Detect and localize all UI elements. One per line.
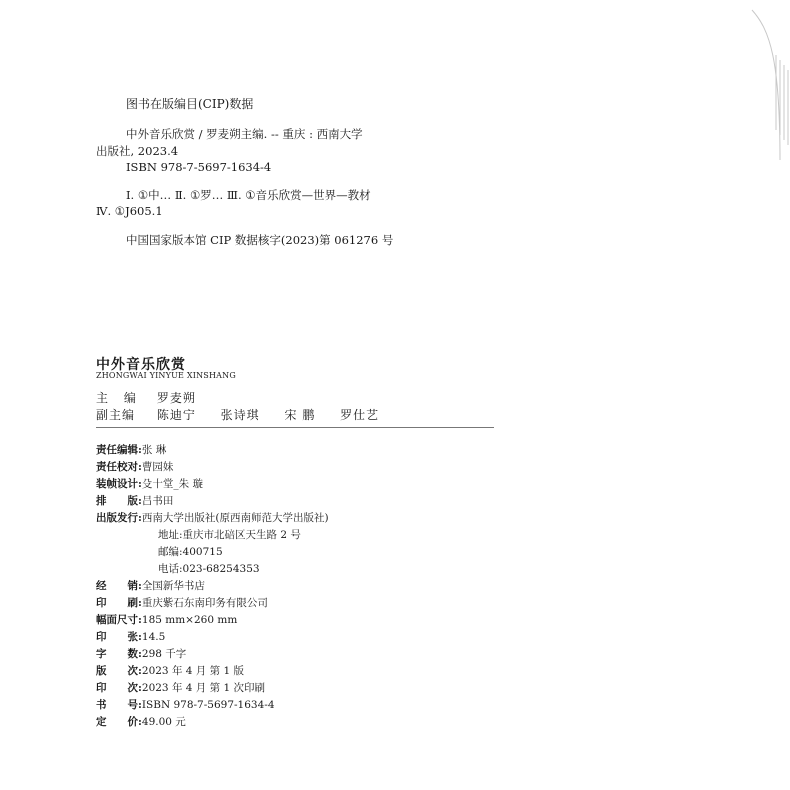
info-label: 版 次: (96, 665, 142, 677)
info-value: 185 mm×260 mm (141, 614, 238, 626)
info-label: 印 次: (96, 682, 142, 694)
deputy-editor-line (96, 406, 399, 423)
chief-editor-label: 主 编 (96, 391, 142, 405)
info-row (96, 595, 268, 610)
info-value: 298 千字 (141, 648, 187, 660)
info-value: 张 琳 (141, 444, 167, 456)
cip-line-4: Ⅰ. ①中… Ⅱ. ①罗… Ⅲ. ①音乐欣赏—世界—教材 (126, 188, 371, 202)
info-row (96, 510, 329, 525)
publisher-phone: 电话:023-68254353 (158, 563, 260, 575)
publisher-postcode: 邮编:400715 (158, 546, 223, 558)
info-value: 吕书田 (141, 495, 174, 507)
info-label: 责任校对: (96, 461, 142, 473)
info-label: 印 刷: (96, 597, 142, 609)
info-value: 殳十堂_朱 璇 (141, 478, 203, 490)
info-label: 字 数: (96, 648, 142, 660)
info-row (96, 459, 173, 474)
deputy-editor-name: 张诗琪 (220, 408, 260, 422)
info-row (96, 663, 244, 678)
info-value: ISBN 978-7-5697-1634-4 (141, 699, 275, 711)
info-value: 2023 年 4 月 第 1 次印刷 (141, 682, 265, 694)
info-value: 重庆紫石东南印务有限公司 (141, 597, 268, 609)
deputy-editor-name: 宋 鹏 (284, 408, 316, 422)
info-value: 49.00 元 (141, 716, 186, 728)
info-value: 西南大学出版社(原西南师范大学出版社) (141, 512, 329, 524)
info-row (96, 476, 203, 491)
deputy-editor-label: 副主编 (96, 408, 136, 422)
decorative-corner-lines (750, 0, 790, 160)
info-value: 曹园妹 (141, 461, 174, 473)
info-label: 幅面尺寸: (96, 614, 142, 626)
cip-line-6: 中国国家版本馆 CIP 数据核字(2023)第 061276 号 (126, 233, 394, 247)
info-label: 定 价: (96, 716, 142, 728)
info-row (96, 612, 237, 627)
info-row (96, 578, 205, 593)
info-value: 14.5 (141, 631, 166, 643)
info-value: 全国新华书店 (141, 580, 205, 592)
info-row (96, 697, 275, 712)
info-label: 经 销: (96, 580, 142, 592)
chief-editor-line (96, 389, 196, 406)
deputy-editor-name: 陈迪宁 (156, 408, 196, 422)
chief-editor-name: 罗麦朔 (156, 391, 196, 405)
book-title-pinyin: ZHONGWAI YINYUE XINSHANG (96, 371, 236, 380)
cip-line-2: 出版社, 2023.4 (96, 144, 179, 158)
cip-line-1: 中外音乐欣赏 / 罗麦朔主编. -- 重庆 : 西南大学 (126, 127, 363, 141)
info-row (96, 442, 166, 457)
info-value: 2023 年 4 月 第 1 版 (141, 665, 244, 677)
book-title: 中外音乐欣赏 (96, 357, 186, 373)
cip-line-3: ISBN 978-7-5697-1634-4 (126, 160, 272, 174)
info-label: 责任编辑: (96, 444, 142, 456)
info-label: 装帧设计: (96, 478, 142, 490)
info-row (96, 714, 186, 729)
info-label: 书 号: (96, 699, 142, 711)
info-row (96, 646, 186, 661)
info-label: 出版发行: (96, 512, 142, 524)
info-label: 排 版: (96, 495, 142, 507)
divider-rule (96, 427, 494, 428)
cip-heading: 图书在版编目(CIP)数据 (126, 97, 254, 111)
deputy-editor-name: 罗仕艺 (340, 408, 380, 422)
info-row (96, 629, 165, 644)
cip-line-5: Ⅳ. ①J605.1 (96, 204, 163, 218)
info-row (96, 493, 173, 508)
info-row (96, 680, 265, 695)
info-label: 印 张: (96, 631, 142, 643)
publisher-address: 地址:重庆市北碚区天生路 2 号 (158, 529, 301, 541)
